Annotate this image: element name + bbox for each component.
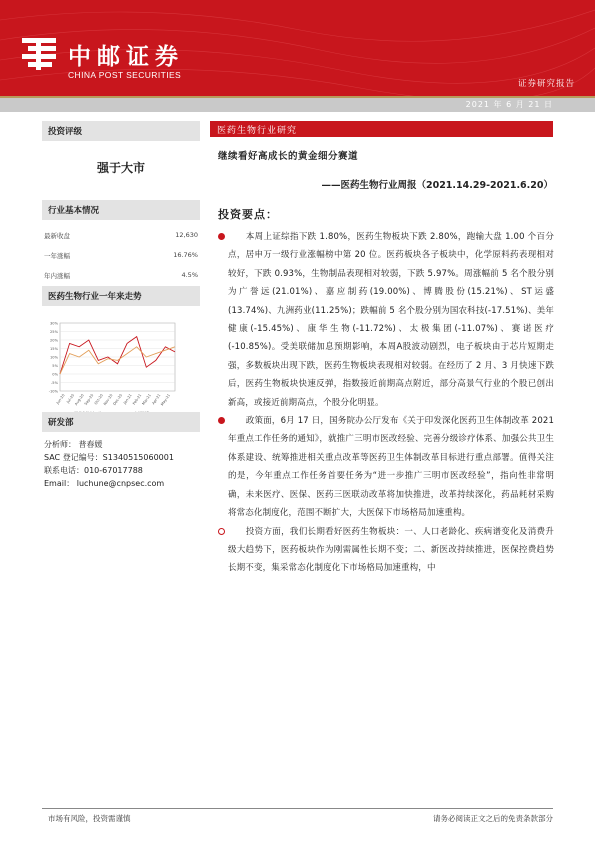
footer-disclaimer: 请务必阅读正文之后的免责条款部分 (433, 814, 553, 823)
x-tick-label: Jul-20 (66, 393, 76, 404)
key-points-list (228, 228, 554, 578)
y-tick-label: 30% (50, 321, 58, 326)
key-point (228, 523, 554, 578)
x-tick-label: Oct-20 (93, 393, 104, 406)
bullet-dot-icon (218, 233, 225, 240)
basic-row (42, 271, 200, 280)
y-tick-label: 0% (52, 372, 58, 377)
y-tick-label: 25% (50, 330, 58, 334)
rating-box (42, 121, 200, 176)
rating-value: 强于大市 (96, 161, 145, 175)
x-tick-label: Feb-21 (131, 393, 143, 406)
trend-title: 医药生物行业一年来走势 (42, 286, 200, 306)
y-tick-label: 15% (50, 347, 58, 351)
analyst-info (42, 438, 200, 490)
x-tick-label: Apr-21 (151, 393, 162, 406)
trend-box (42, 286, 200, 306)
key-points-title: 投资要点： (218, 208, 278, 221)
key-point-text: 本周上证综指下跌 1.80%，医药生物板块下跌 2.80%，跑输大盘 1.00 个百分点，居申万一级行业涨幅榜中第 20 位。医药板块各子板块中，化学原料药表现相对较好，下跌 0.93%，生物制品表现相对较弱，下跌 5.97%。周涨幅前 5 名个股分别为广誉远(21.01%)、嘉应制药(19.00%)、博腾股份(15.21%)、ST运盛(13.74%)、九洲药业(11.25%)；跌幅前 5 名个股分别为国农科技(-17.51%)、美年健康(-15.45%)、康华生物(-11.72%)、太极集团(-11.07%)、赛诺医疗(-10.85%)。受美联储加息预期影响，本周A股波动剧烈，电子板块由于芯片短期走强，多数板块出现下跌，医药生物板块表现相对较弱。在经历了 2 月、3 月快速下跌后，医药生物板块快速反弹，指数接近前期高点附近，部分高景气行业的个股已创出新高，或接近前期高点，个股分化明显。 (228, 232, 554, 408)
x-tick-label: Mar-21 (141, 393, 152, 406)
research-box (42, 412, 200, 490)
series-line (60, 347, 175, 374)
x-tick-label: Sep-20 (83, 393, 95, 406)
y-tick-label: -5% (51, 381, 58, 385)
analyst-phone: 联系电话：010-67017788 (44, 466, 143, 475)
basic-row-label: 最新收盘 (44, 232, 70, 240)
trend-chart-svg (42, 319, 177, 419)
analyst-sac-number: SAC 登记编号：S1340515060001 (44, 453, 174, 462)
china-post-logo-icon (20, 34, 58, 72)
logo-chinese-name: 中邮证券 (68, 43, 184, 70)
x-tick-label: Jun-20 (55, 393, 66, 405)
x-tick-label: Dec-20 (112, 393, 124, 407)
basic-row-label: 年内涨幅 (44, 272, 70, 280)
report-date: 2021 年 6 月 21 日 (465, 100, 553, 109)
basic-row (42, 231, 200, 240)
key-point (228, 228, 554, 412)
industry-basic-box (42, 200, 200, 280)
basic-row (42, 251, 200, 260)
trend-chart (42, 319, 177, 419)
x-tick-label: May-21 (160, 393, 172, 407)
series-line (60, 337, 175, 374)
y-tick-label: 10% (50, 355, 58, 360)
x-tick-label: Nov-20 (102, 393, 114, 407)
date-bar (0, 98, 595, 112)
basic-row-label: 一年涨幅 (44, 252, 70, 260)
basic-row-value: 12,630 (175, 231, 198, 239)
report-title: 继续看好高成长的黄金细分赛道 (218, 151, 359, 162)
footer-risk-warning: 市场有风险，投资需谨慎 (48, 814, 131, 823)
category-bar (210, 121, 553, 137)
bullet-hollow-dot-icon (218, 528, 225, 535)
y-tick-label: -10% (48, 389, 58, 394)
rating-title: 投资评级 (42, 121, 200, 141)
basic-title: 行业基本情况 (42, 200, 200, 220)
analyst-email[interactable]: Email： luchune@cnpsec.com (44, 479, 165, 488)
key-point-text: 政策面，6月 17 日，国务院办公厅发布《关于印发深化医药卫生体制改革 2021 年重点工作任务的通知》，就推广三明市医改经验、完善分级诊疗体系、加强公共卫生体系建设、统筹推进相关重点改革等医药卫生体制改革目标进行重点部署。值得关注的是，今年重点工作任务首要任务为“进一步推广三明市医改经验”，指向性非常明确，未来医疗、医保、医药三医联动改革将加快推进，改革持续深化，药品耗材采购将常态化制度化，范围不断扩大，大医保下市场格局加速重构。 (228, 416, 554, 519)
category-label: 医药生物行业研究 (217, 126, 298, 136)
y-tick-label: 5% (52, 364, 58, 368)
logo-english-name: CHINA POST SECURITIES (68, 70, 182, 80)
basic-row-value: 4.5% (181, 271, 198, 279)
x-tick-label: Aug-20 (74, 393, 85, 407)
header-banner (0, 0, 595, 96)
key-point (228, 412, 554, 522)
report-subtitle: ——医药生物行业周报（2021.14.29-2021.6.20） (321, 180, 553, 191)
basic-row-value: 16.76% (173, 251, 198, 259)
key-point-text: 投资方面，我们长期看好医药生物板块：一、人口老龄化、疾病谱变化及消费升级大趋势下，医药板块作为刚需属性长期不变；二、新医改持续推进，医保控费趋势长期不变，集采常态化制度化下市场格局加速重构，中 (228, 526, 554, 574)
analyst-name: 分析师： 普春媛 (44, 440, 103, 449)
report-type-label: 证券研究报告 (517, 79, 575, 89)
bullet-dot-icon (218, 417, 225, 424)
research-title: 研发部 (42, 412, 200, 432)
x-tick-label: Jan-21 (122, 393, 133, 405)
footer-divider (42, 808, 553, 809)
y-tick-label: 20% (50, 338, 58, 343)
